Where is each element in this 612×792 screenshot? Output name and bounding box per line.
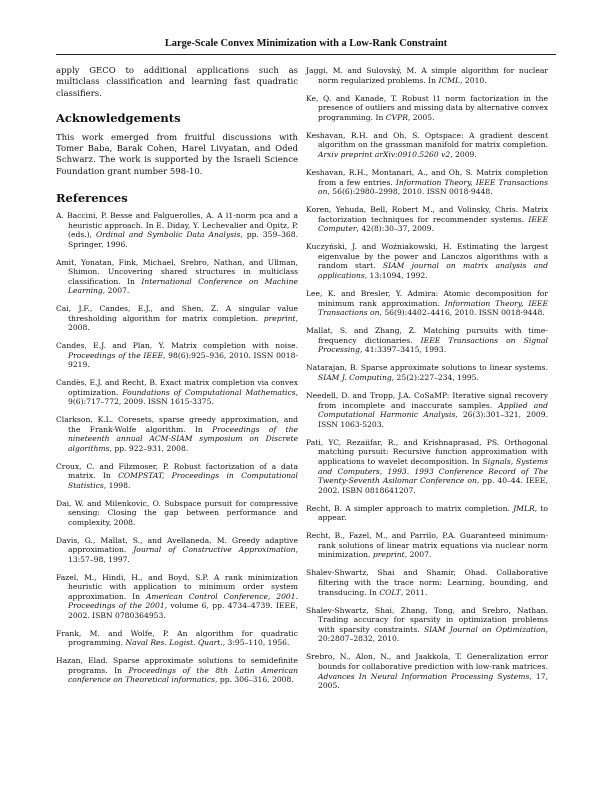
reference-details: , 20:2807–2832, 2010. (318, 624, 548, 644)
reference-entry (306, 568, 548, 597)
reference-entry (306, 205, 548, 234)
acknowledgements-heading: Acknowledgements (56, 110, 181, 125)
reference-entry (56, 536, 298, 565)
reference-venue: American Control Conference, 2001. Proceedings of the 2001 (68, 591, 298, 611)
reference-venue: IEEE Transactions on Signal Processing (318, 335, 548, 355)
reference-details: , 9(6):717–772, 2009. ISSN 1615-3375. (68, 387, 299, 407)
reference-entry (56, 573, 298, 621)
acknowledgements-text: This work emerged from fruitful discussions with Tomer Baba, Barak Cohen, Harel Livyatan, and Oded Schwarz. The work is supported by the Israeli Science Foundation grant number 598-10. (56, 132, 298, 177)
reference-venue: Journal of Constructive Approximation (133, 545, 296, 555)
reference-entry (306, 438, 548, 496)
reference-venue: preprint (372, 550, 405, 560)
reference-text: Keshavan, R.H. and Oh, S. Optspace: A gradient descent algorithm on the grassman manifold for matrix completion. (306, 130, 548, 150)
reference-text: Candes, E.J. and Plan, Y. Matrix completion with noise. (56, 341, 298, 351)
header-rule (56, 54, 556, 55)
reference-text: Croux, C. and Filzmoser, P. Robust factorization of a data matrix. In (56, 461, 298, 481)
reference-venue: IEEE Computer (318, 214, 548, 234)
reference-text: Ke, Q. and Kanade, T. Robust l1 norm factorization in the presence of outliers and missing data by alternative convex programming. In (306, 93, 548, 122)
reference-entry (306, 504, 548, 523)
reference-venue: SIAM journal on matrix analysis and applications (318, 261, 548, 281)
reference-text: Keshavan, R.H., Montanari, A., and Oh, S. Matrix completion from a few entries. (306, 167, 548, 187)
reference-details: , 98(6):925–936, 2010. ISSN 0018-9219. (68, 350, 298, 370)
reference-venue: Arxiv preprint arXiv:0910.5260 v2 (318, 149, 451, 159)
reference-text: Recht, B., Fazel, M., and Parrilo, P.A. Guaranteed minimum-rank solutions of linear matrix equations via nuclear norm minimization. (306, 531, 548, 560)
reference-venue: Proceedings of the IEEE (68, 350, 164, 360)
reference-entry (56, 629, 298, 648)
reference-venue: Information Theory, IEEE Transactions on (318, 298, 548, 318)
reference-details: , pp. 40–44. IEEE, 2002. ISBN 0818641207. (318, 476, 548, 495)
reference-details: , pp. 359–368. Springer, 1996. (68, 230, 299, 249)
reference-venue: JMLR (513, 503, 535, 513)
reference-venue: Foundations of Computational Mathematics (122, 387, 296, 397)
reference-details: , 3:95–110, 1956. (222, 638, 290, 648)
reference-entry (56, 378, 298, 407)
reference-text: Hazan, Elad. Sparse approximate solutions to semidefinite programs. In (56, 656, 298, 675)
running-header: Large-Scale Convex Minimization with a Low-Rank Constraint (164, 38, 448, 49)
reference-details: , 2009. (450, 149, 477, 159)
reference-details: , 26(3):301–321, 2009. ISSN 1063-5203. (318, 410, 548, 429)
reference-details: , 41:3397–3415, 1993. (360, 345, 447, 355)
reference-text: Cai, J.F., Candes, E.J., and Shen, Z. A singular value thresholding algorithm for matrix completion. (56, 304, 298, 323)
reference-venue: COMPSTAT, Proceedings in Computational Statistics (68, 471, 298, 490)
reference-details: , 1998. (103, 480, 131, 490)
reference-text: Davis, G., Mallat, S., and Avellaneda, M. Greedy adaptive approximation. (56, 535, 298, 555)
reference-entry (306, 131, 548, 160)
reference-venue: ICML (438, 75, 461, 85)
reference-text: Jaggi, M. and Sulovský, M. A simple algorithm for nuclear norm regularized problems. In (306, 66, 548, 85)
references-heading: References (56, 191, 128, 206)
reference-venue: CVPR (385, 112, 408, 122)
reference-text: Amit, Yonatan, Fink, Michael, Srebro, Nathan, and Ullman, Shimon. Uncovering shared structures in multiclass classification. In (56, 257, 298, 286)
reference-details: , volume 6, pp. 4734–4739. IEEE, 2002. ISBN 0780364953. (68, 601, 298, 620)
reference-entry (56, 211, 298, 249)
reference-venue: SIAM J. Computing (318, 372, 392, 382)
reference-venue: preprint (263, 313, 296, 323)
reference-text: A. Baccini, P. Besse and Falguerolles, A. A l1-norm pca and a heuristic approach. In E. Diday, Y. Lechevalier and Opitz, P. (eds.), (56, 211, 298, 240)
reference-text: Needell, D. and Tropp, J.A. CoSaMP: Iterative signal recovery from incomplete and inaccurate samples. (306, 390, 548, 410)
reference-text: Dai, W. and Milenkovic, O. Subspace pursuit for compressive sensing: Closing the gap between performance and complexity, 2008. (56, 498, 298, 527)
reference-entry (56, 341, 298, 370)
reference-text: Clarkson, K.L. Coresets, sparse greedy approximation, and the Frank-Wolfe algorithm. In (56, 415, 298, 434)
reference-venue: COLT (379, 587, 401, 597)
reference-entry (56, 415, 298, 453)
reference-text: Natarajan, B. Sparse approximate solutions to linear systems. (306, 363, 548, 373)
reference-entry (306, 168, 548, 197)
reference-entry (56, 462, 298, 491)
reference-venue: Proceedings of the 8th Latin American conference on Theoretical informatics (68, 665, 298, 685)
reference-venue: Proceedings of the nineteenth annual ACM-SIAM symposium on Discrete algorithms (68, 424, 298, 453)
reference-venue: International Conference on Machine Learning (68, 276, 299, 296)
reference-details: , 56(9):4402–4416, 2010. ISSN 0018-9448. (379, 308, 545, 318)
reference-text: Lee, K. and Bresler, Y. Admira: Atomic decomposition for minimum rank approximation. (306, 289, 548, 308)
reference-details: , 13:1094, 1992. (364, 271, 428, 281)
references-list-right (306, 66, 548, 691)
reference-text: Mallat, S. and Zhang, Z. Matching pursuits with time-frequency dictionaries. (306, 326, 548, 345)
reference-text: Recht, B. A simpler approach to matrix completion. (306, 503, 514, 513)
reference-details: , 13:57–98, 1997. (68, 545, 298, 564)
reference-text: Srebro, N., Alon, N., and Jaakkola, T. Generalization error bounds for collaborative prediction with low-rank matrices. (306, 652, 548, 671)
intro-paragraph: apply GECO to additional applications such as multiclass classification and learning fast quadratic classifiers. (56, 66, 298, 99)
reference-details: , 2007. (404, 550, 432, 560)
reference-text: Kuczyński, J. and Woźniakowski, H. Estimating the largest eigenvalue by the power and Lanczos algorithms with a random start. (306, 242, 548, 271)
reference-entry (306, 289, 548, 318)
reference-entry (306, 606, 548, 644)
reference-text: Shalev-Shwartz, Shai, Zhang, Tong, and Srebro, Nathan. Trading accuracy for sparsity in optimization problems with sparsity constraints. (306, 605, 548, 634)
reference-details: , 2007. (102, 286, 130, 296)
reference-venue: Naval Res. Logist. Quart. (125, 638, 223, 648)
reference-entry (56, 304, 298, 333)
reference-details: , to appear. (318, 503, 548, 523)
reference-entry (56, 499, 298, 528)
reference-details: , 2011. (400, 587, 428, 597)
reference-text: Pati, YC, Rezaiifar, R., and Krishnaprasad, PS. Orthogonal matching pursuit: Recursive function approximation with applications to wavelet decomposition. In (306, 437, 548, 466)
reference-venue: Advances In Neural Information Processing Systems (318, 671, 530, 681)
left-column (56, 66, 298, 693)
reference-entry (306, 242, 548, 280)
reference-text: Koren, Yehuda, Bell, Robert M., and Volinsky, Chris. Matrix factorization techniques for recommender systems. (306, 205, 548, 224)
reference-venue: Information Theory, IEEE Transactions on (318, 177, 549, 197)
reference-text: Shalev-Shwartz, Shai and Shamir, Ohad. Collaborative filtering with the trace norm: Learning, bounding, and transducing. In (306, 568, 548, 597)
reference-text: Candès, E.J. and Recht, B. Exact matrix completion via convex optimization. (56, 378, 298, 397)
reference-details: , pp. 922–931, 2008. (109, 443, 189, 453)
reference-entry (306, 94, 548, 123)
reference-details: , 2010. (460, 75, 487, 85)
reference-details: , 42(8):30–37, 2009. (356, 224, 435, 234)
reference-venue: Ordinal and Symbolic Data Analysis (95, 230, 241, 240)
reference-text: Frank, M. and Wolfe, P. An algorithm for quadratic programming. (56, 628, 298, 648)
reference-venue: Signals, Systems and Computers, 1993. 1993 Conference Record of The Twenty-Seventh Asilomar Conference on (318, 456, 548, 486)
right-column (306, 66, 548, 699)
reference-details: , 56(6):2980–2998, 2010. ISSN 0018-9448. (327, 187, 493, 197)
references-list-left (56, 211, 298, 685)
reference-entry (306, 326, 548, 355)
reference-entry (56, 258, 298, 296)
reference-entry (306, 391, 548, 429)
reference-details: , pp. 306–316, 2008. (215, 675, 294, 685)
reference-entry (56, 656, 298, 685)
reference-details: , 2008. (68, 313, 298, 333)
reference-details: , 25(2):227–234, 1995. (391, 372, 479, 382)
reference-entry (306, 363, 548, 382)
reference-venue: SIAM Journal on Optimization (423, 624, 546, 634)
reference-entry (306, 531, 548, 560)
reference-venue: Applied and Computational Harmonic Analysis (318, 400, 548, 420)
reference-entry (306, 652, 548, 690)
reference-text: Fazel, M., Hindi, H., and Boyd, S.P. A rank minimization heuristic with application to minimum order system approximation. In (56, 572, 298, 601)
reference-details: , 2005. (407, 112, 435, 122)
reference-entry (306, 66, 548, 85)
reference-details: , 17, 2005. (318, 671, 548, 691)
